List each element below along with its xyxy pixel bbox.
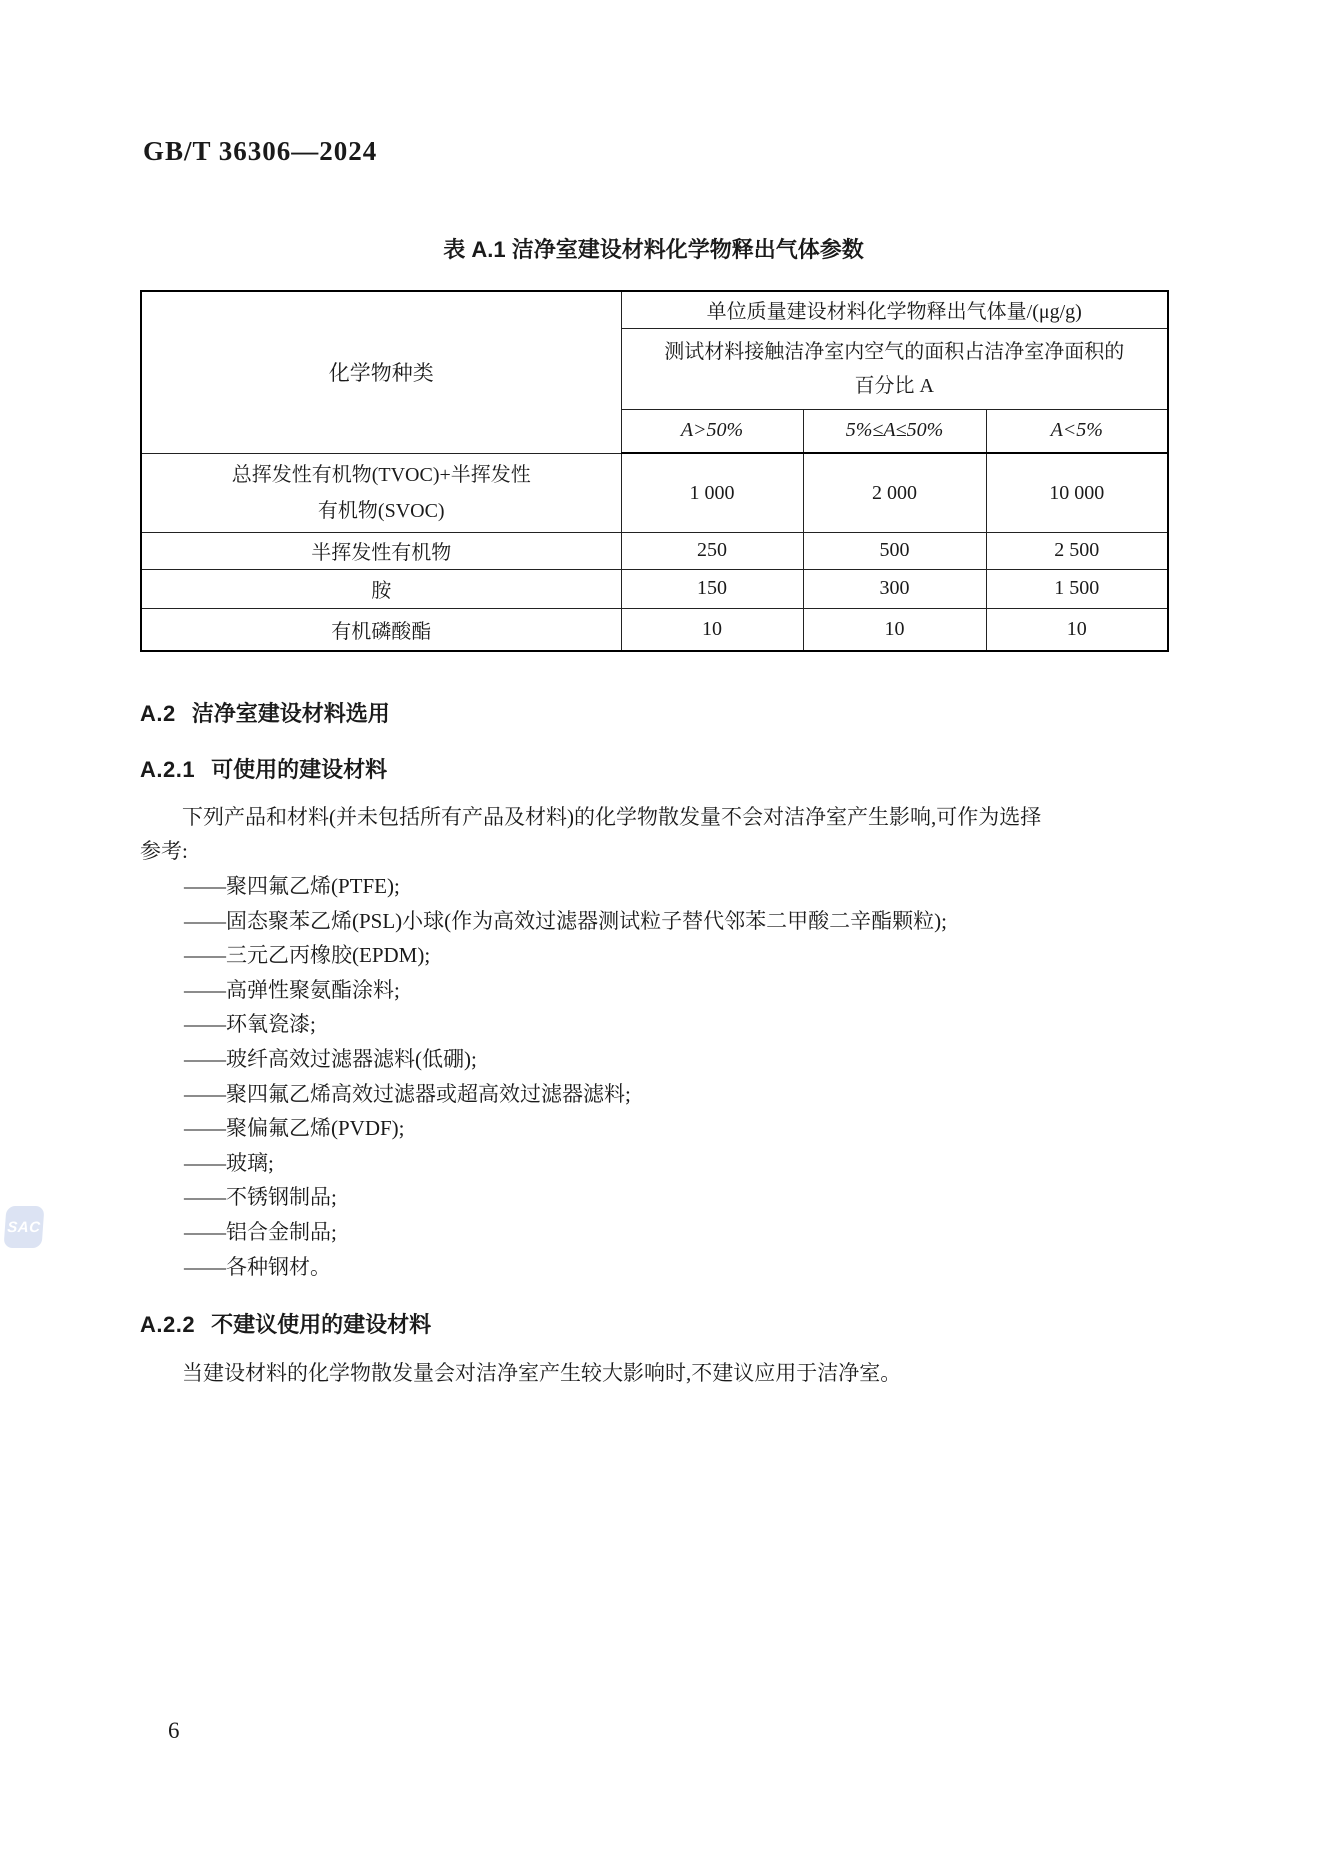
table-row xyxy=(141,608,1168,651)
cell-value: 2 500 xyxy=(986,532,1168,569)
section-heading-a22 xyxy=(140,1308,431,1339)
cell-value: 500 xyxy=(803,532,986,569)
a22-body: 当建设材料的化学物散发量会对洁净室产生较大影响时,不建议应用于洁净室。 xyxy=(182,1361,902,1385)
row-label-line1: 总挥发性有机物(TVOC)+半挥发性 xyxy=(231,463,531,486)
cell-value: 10 xyxy=(986,608,1168,651)
list-item: ——聚四氟乙烯(PTFE); xyxy=(184,874,400,898)
sac-watermark-badge xyxy=(4,1206,45,1248)
cell-value: 1 000 xyxy=(621,453,803,532)
header-cell-a-mid: 5%≤A≤50% xyxy=(803,409,986,453)
header-cell-a-lt-5: A<5% xyxy=(986,409,1168,453)
list-item: ——铝合金制品; xyxy=(184,1219,337,1244)
section-number: A.2.1 xyxy=(140,757,196,782)
header-cell-unit: 单位质量建设材料化学物释出气体量/(μg/g) xyxy=(621,291,1168,328)
intro-paragraph xyxy=(140,800,1180,868)
cell-value: 250 xyxy=(621,532,803,569)
list-item: ——不锈钢制品; xyxy=(184,1185,337,1210)
cell-value: 300 xyxy=(803,569,986,608)
row-label-amine: 胺 xyxy=(141,569,621,608)
list-item: ——玻纤高效过滤器滤料(低硼); xyxy=(184,1046,477,1071)
header-area-line2: 百分比 A xyxy=(854,374,934,397)
row-label-line2: 有机物(SVOC) xyxy=(317,499,445,522)
section-title: 可使用的建设材料 xyxy=(211,757,388,782)
list-item: ——玻璃; xyxy=(184,1150,274,1175)
header-cell-a-gt-50: A>50% xyxy=(621,409,803,453)
row-label-organophosphate: 有机磷酸酯 xyxy=(141,608,621,651)
cell-value: 150 xyxy=(621,569,803,608)
page-number: 6 xyxy=(168,1718,180,1743)
cell-value: 10 xyxy=(621,608,803,651)
row-label-svoc: 半挥发性有机物 xyxy=(141,532,621,569)
intro-line1: 下列产品和材料(并未包括所有产品及材料)的化学物散发量不会对洁净室产生影响,可作为选择 xyxy=(182,805,1042,829)
list-item: ——三元乙丙橡胶(EPDM); xyxy=(184,943,431,968)
table-row xyxy=(141,532,1168,569)
emission-parameters-table xyxy=(140,290,1169,652)
list-item: ——聚偏氟乙烯(PVDF); xyxy=(184,1116,405,1141)
section-title: 不建议使用的建设材料 xyxy=(211,1312,432,1337)
list-item: ——聚四氟乙烯高效过滤器或超高效过滤器滤料; xyxy=(184,1081,631,1106)
a22-paragraph xyxy=(140,1356,1180,1390)
section-number: A.2.2 xyxy=(140,1312,196,1337)
cell-value: 10 000 xyxy=(986,453,1168,532)
row-label-tvoc-svoc xyxy=(141,453,621,532)
cell-value: 10 xyxy=(803,608,986,651)
section-title: 洁净室建设材料选用 xyxy=(191,701,390,726)
header-area-line1: 测试材料接触洁净室内空气的面积占洁净室净面积的 xyxy=(664,340,1125,363)
table-row xyxy=(141,453,1168,532)
cell-value: 1 500 xyxy=(986,569,1168,608)
table-header-row-unit xyxy=(141,291,1168,328)
standard-number: GB/T 36306—2024 xyxy=(143,136,378,166)
list-item: ——各种钢材。 xyxy=(184,1254,331,1279)
header-cell-species: 化学物种类 xyxy=(141,291,621,453)
section-number: A.2 xyxy=(140,701,176,726)
sac-logo-text: SAC xyxy=(6,1218,42,1236)
list-item: ——环氧瓷漆; xyxy=(184,1012,316,1037)
material-list xyxy=(140,869,1180,1284)
section-heading-a2 xyxy=(140,697,390,728)
list-item: ——高弹性聚氨酯涂料; xyxy=(184,977,400,1002)
list-item: ——固态聚苯乙烯(PSL)小球(作为高效过滤器测试粒子替代邻苯二甲酸二辛酯颗粒); xyxy=(184,908,947,933)
header-cell-area xyxy=(621,328,1168,409)
table-row xyxy=(141,569,1168,608)
section-heading-a21 xyxy=(140,753,387,784)
intro-line2: 参考: xyxy=(140,839,188,863)
table-title: 表 A.1 洁净室建设材料化学物释出气体参数 xyxy=(443,237,864,262)
cell-value: 2 000 xyxy=(803,453,986,532)
